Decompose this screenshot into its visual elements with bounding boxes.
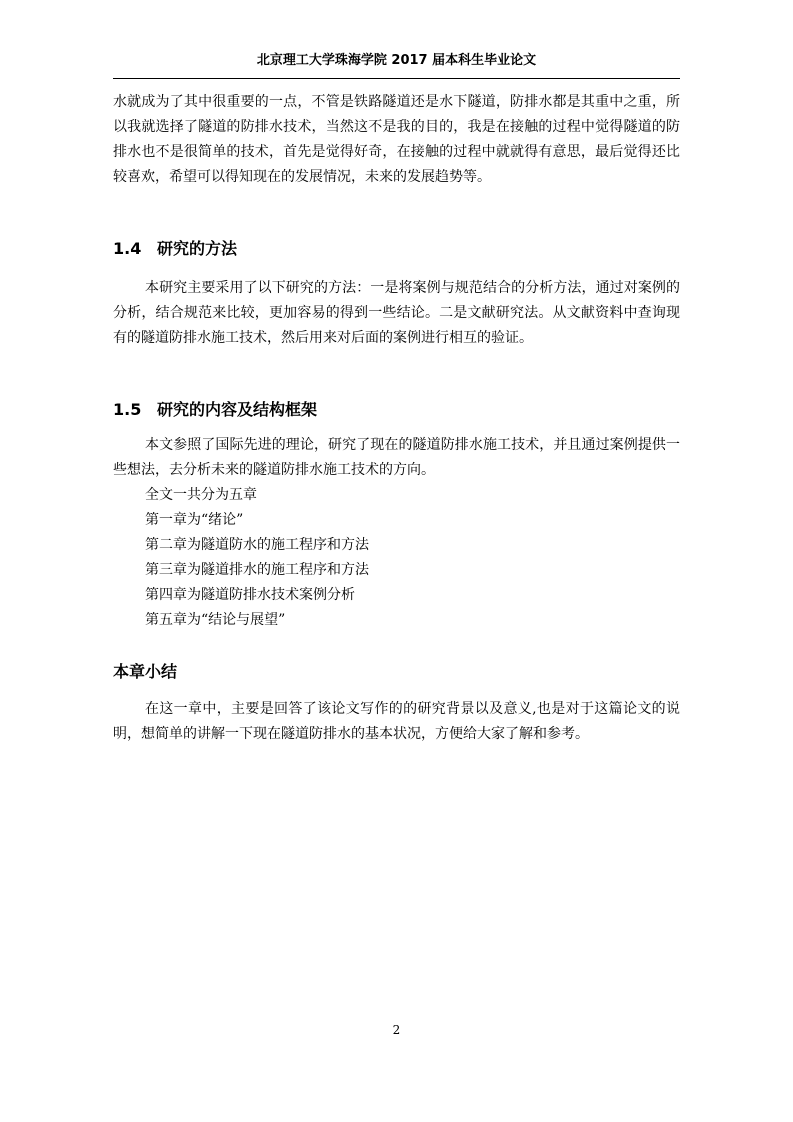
- running-header: 北京理工大学珠海学院 2017 届本科生毕业论文: [256, 53, 537, 68]
- chapter-list-item: 第四章为隧道防排水技术案例分析: [145, 587, 355, 603]
- heading-gap: [113, 685, 680, 697]
- section-gap: [113, 190, 680, 236]
- chapter-list-item: 第三章为隧道排水的施工程序和方法: [145, 562, 369, 578]
- section-heading-1-5: [113, 397, 680, 423]
- chapter-list-item: 第五章为“结论与展望”: [145, 612, 286, 628]
- chapter-list-item: 全文一共分为五章: [145, 487, 257, 503]
- chapter-list-item: 第二章为隧道防水的施工程序和方法: [145, 537, 369, 553]
- heading-gap: [113, 423, 680, 433]
- section-1-4-paragraph: 本研究主要采用了以下研究的方法：一是将案例与规范结合的分析方法，通过对案例的分析，结合规范来比较，更加容易的得到一些结论。二是文献研究法。从文献资料中查询现有的隧道防排水施工技术，然后用来对后面的案例进行相互的验证。: [113, 280, 680, 346]
- section-heading-1-4: [113, 236, 680, 262]
- heading-gap: [113, 262, 680, 276]
- section-number: 1.5: [113, 400, 142, 419]
- chapter-list-item: 第一章为“绪论”: [145, 512, 244, 528]
- header-rule: [113, 78, 680, 79]
- page-body: [113, 90, 680, 747]
- chapter-summary-heading: 本章小结: [113, 662, 178, 681]
- section-title: 研究的内容及结构框架: [157, 400, 318, 419]
- chapter-summary-paragraph: 在这一章中，主要是回答了该论文写作的的研究背景以及意义,也是对于这篇论文的说明，想简单的讲解一下现在隧道防排水的基本状况，方便给大家了解和参考。: [113, 701, 680, 742]
- page-number: 2: [392, 1023, 401, 1037]
- section-number: 1.4: [113, 239, 142, 258]
- section-title: 研究的方法: [157, 239, 238, 258]
- section-1-5-paragraph: 本文参照了国际先进的理论，研究了现在的隧道防排水施工技术，并且通过案例提供一些想法，去分析未来的隧道防排水施工技术的方向。: [113, 437, 680, 478]
- intro-paragraph: 水就成为了其中很重要的一点，不管是铁路隧道还是水下隧道，防排水都是其重中之重，所以我就选择了隧道的防排水技术，当然这不是我的目的，我是在接触的过程中觉得隧道的防排水也不是很简单的技术，首先是觉得好奇，在接触的过程中就就得有意思，最后觉得还比较喜欢，希望可以得知现在的发展情况，未来的发展趋势等。: [113, 94, 680, 185]
- section-gap: [113, 351, 680, 397]
- section-gap: [113, 633, 680, 659]
